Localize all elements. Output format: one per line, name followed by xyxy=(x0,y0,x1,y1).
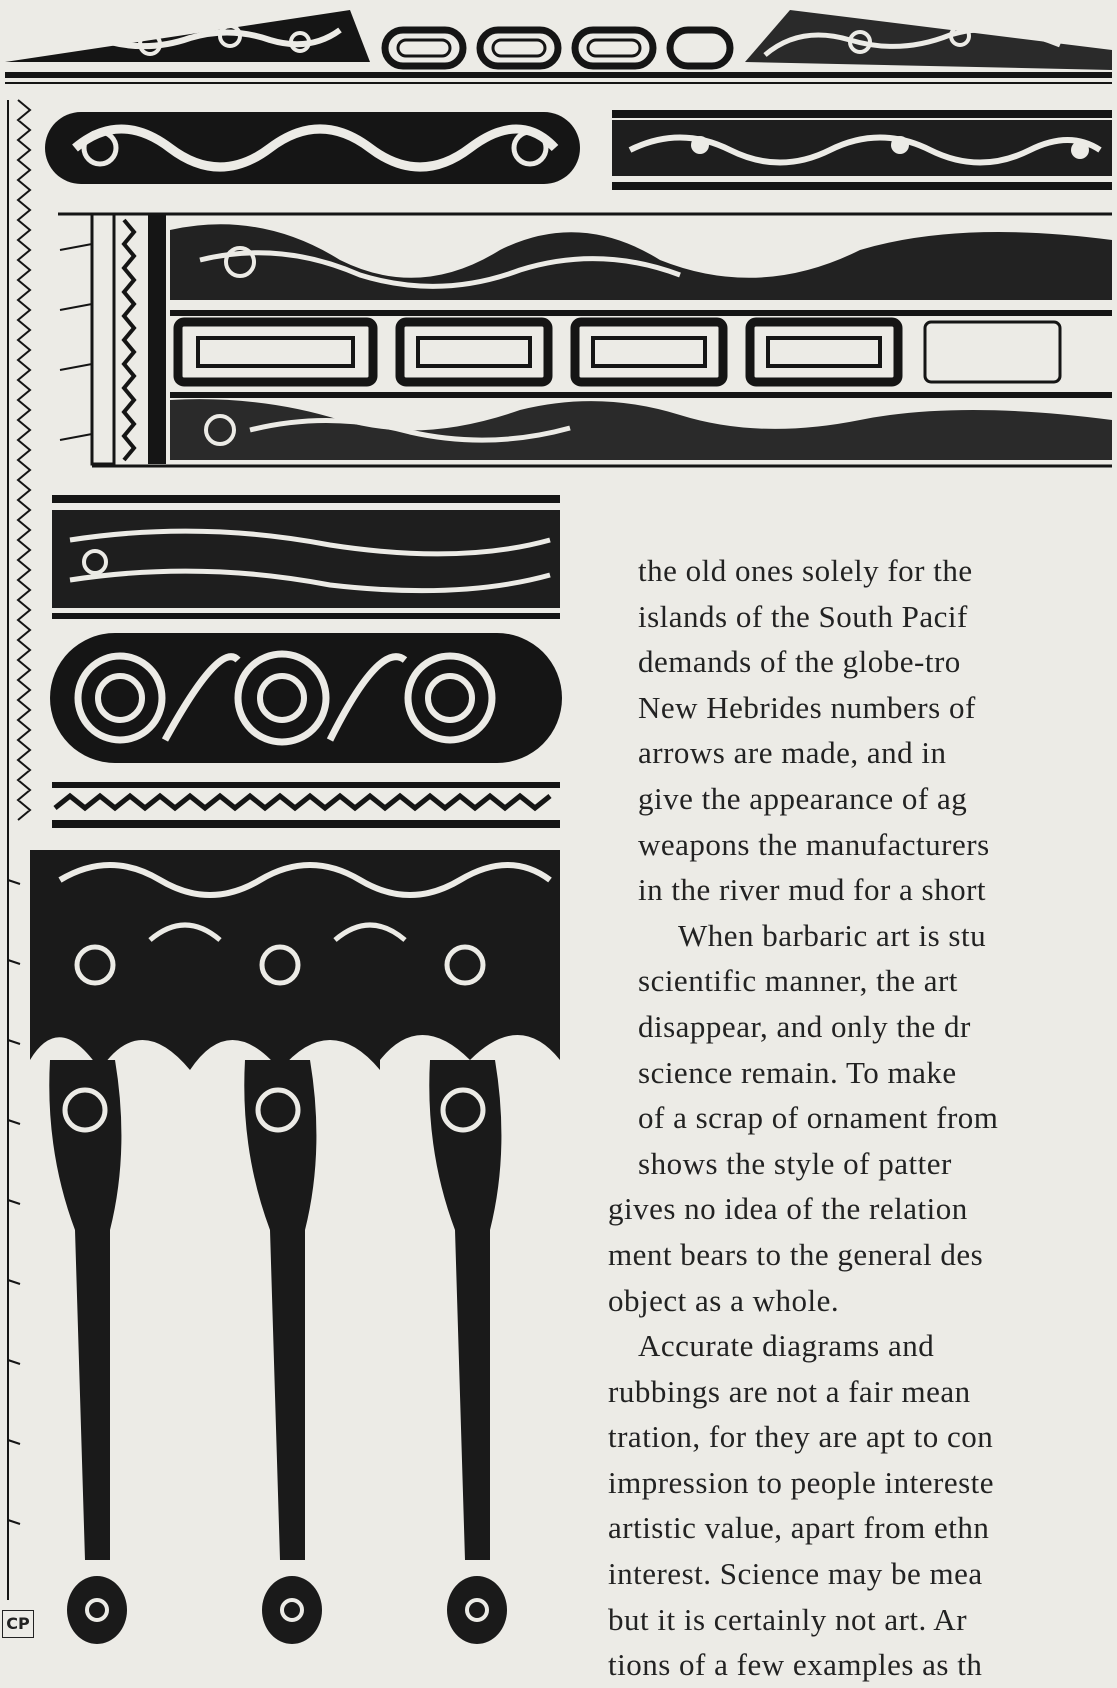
artist-monogram: CP xyxy=(2,1610,34,1638)
text-line: artistic value, apart from ethn xyxy=(608,1510,990,1546)
text-line: rubbings are not a fair mean xyxy=(608,1373,971,1409)
wave-band-right xyxy=(612,110,1112,190)
text-line: the old ones solely for the xyxy=(638,553,973,588)
text-line: in the river mud for a short xyxy=(638,872,987,908)
text-line: ment bears to the general des xyxy=(608,1236,984,1272)
text-line: New Hebrides numbers of xyxy=(638,689,976,725)
text-line: gives no idea of the relation xyxy=(608,1191,968,1227)
text-line: When barbaric art is stu xyxy=(678,917,987,953)
text-line: disappear, and only the dr xyxy=(638,1008,971,1044)
text-line: weapons the manufacturers xyxy=(638,826,990,862)
body-text xyxy=(608,548,1117,1688)
text-line: of a scrap of ornament from xyxy=(638,1100,999,1136)
left-zigzag-border xyxy=(8,100,30,1600)
wave-band-left xyxy=(45,112,580,184)
spiral-band xyxy=(50,633,562,763)
text-line: shows the style of patter xyxy=(638,1145,952,1181)
text-line: science remain. To make xyxy=(638,1054,957,1090)
text-line: tions of a few examples as th xyxy=(608,1647,983,1683)
top-carved-band xyxy=(5,10,1112,84)
text-line: islands of the South Pacif xyxy=(638,598,968,634)
text-line: interest. Science may be mea xyxy=(608,1556,983,1592)
text-line: arrows are made, and in xyxy=(638,735,947,771)
arched-figure-panel xyxy=(30,782,560,1070)
text-line: Accurate diagrams and xyxy=(638,1328,935,1364)
text-line: demands of the globe-tro xyxy=(638,644,961,680)
text-line: tration, for they are apt to con xyxy=(608,1419,994,1455)
text-line: impression to people intereste xyxy=(608,1464,995,1500)
large-carved-panel xyxy=(58,214,1112,466)
text-line: but it is certainly not art. Ar xyxy=(608,1601,968,1637)
text-line: scientific manner, the art xyxy=(638,963,958,999)
carved-legs xyxy=(49,1060,507,1644)
text-line: object as a whole. xyxy=(608,1282,840,1318)
carved-strip-bands xyxy=(52,495,560,619)
text-line: give the appearance of ag xyxy=(638,780,968,816)
